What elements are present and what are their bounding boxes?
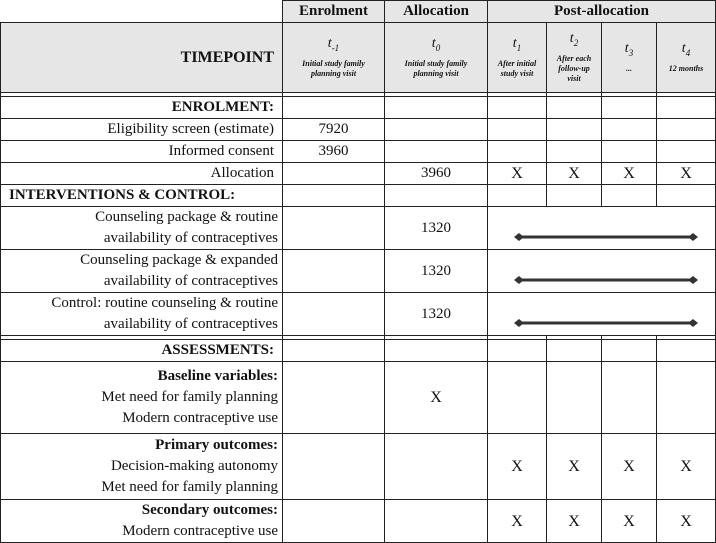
allocation-header: Allocation	[385, 1, 488, 23]
primary-x-t3: X	[602, 434, 657, 500]
secondary-outcomes-label: Secondary outcomes: Modern contraceptive use	[1, 500, 283, 543]
allocation-label: Allocation	[1, 163, 283, 185]
secondary-x-t2: X	[547, 500, 602, 543]
secondary-x-t3: X	[602, 500, 657, 543]
baseline-x-t0: X	[385, 362, 488, 434]
timepoint-t-1: $t_{-1}$ Initial study family planning visit	[283, 23, 385, 93]
intervention-row-2-value: 1320	[385, 250, 488, 293]
interventions-section-title: INTERVENTIONS & CONTROL:	[1, 185, 283, 207]
primary-x-t1: X	[488, 434, 547, 500]
intervention-row-1-label: Counseling package & routine availability of contraceptives	[1, 207, 283, 250]
allocation-x-t1: X	[488, 163, 547, 185]
timepoint-t2: $t_2$ After each follow-up visit	[547, 23, 602, 93]
intervention-row-2-label: Counseling package & expanded availability of contraceptives	[1, 250, 283, 293]
enrolment-header: Enrolment	[283, 1, 385, 23]
intervention-row-3-value: 1320	[385, 293, 488, 336]
allocation-x-t3: X	[602, 163, 657, 185]
eligibility-label: Eligibility screen (estimate)	[1, 119, 283, 141]
assessments-section-title: ASSESSMENTS:	[1, 340, 283, 362]
timepoint-t1: $t_1$ After initial study visit	[488, 23, 547, 93]
consent-label: Informed consent	[1, 141, 283, 163]
intervention-row-2-duration-bar	[488, 250, 716, 293]
primary-x-t2: X	[547, 434, 602, 500]
duration-arrow-2	[488, 250, 716, 292]
timepoint-t0: $t_0$ Initial study family planning visit	[385, 23, 488, 93]
timepoint-t3: $t_3$ ...	[602, 23, 657, 93]
primary-outcomes-label: Primary outcomes: Decision-making autonomy Met need for family planning	[1, 434, 283, 500]
secondary-x-t1: X	[488, 500, 547, 543]
timepoint-t4: $t_4$ 12 months	[657, 23, 716, 93]
secondary-x-t4: X	[657, 500, 716, 543]
duration-arrow-1	[488, 207, 716, 249]
enrolment-section-title: ENROLMENT:	[1, 97, 283, 119]
consent-value: 3960	[283, 141, 385, 163]
intervention-row-3-label: Control: routine counseling & routine availability of contraceptives	[1, 293, 283, 336]
primary-x-t4: X	[657, 434, 716, 500]
timepoint-label: TIMEPOINT	[1, 23, 283, 93]
allocation-x-t4: X	[657, 163, 716, 185]
blank-corner	[1, 1, 283, 23]
duration-arrow-3	[488, 293, 716, 335]
intervention-row-1-duration-bar	[488, 207, 716, 250]
allocation-value: 3960	[385, 163, 488, 185]
intervention-row-3-duration-bar	[488, 293, 716, 336]
eligibility-value: 7920	[283, 119, 385, 141]
post-allocation-header: Post-allocation	[488, 1, 716, 23]
intervention-row-1-value: 1320	[385, 207, 488, 250]
baseline-variables-label: Baseline variables: Met need for family planning Modern contraceptive use	[1, 362, 283, 434]
allocation-x-t2: X	[547, 163, 602, 185]
